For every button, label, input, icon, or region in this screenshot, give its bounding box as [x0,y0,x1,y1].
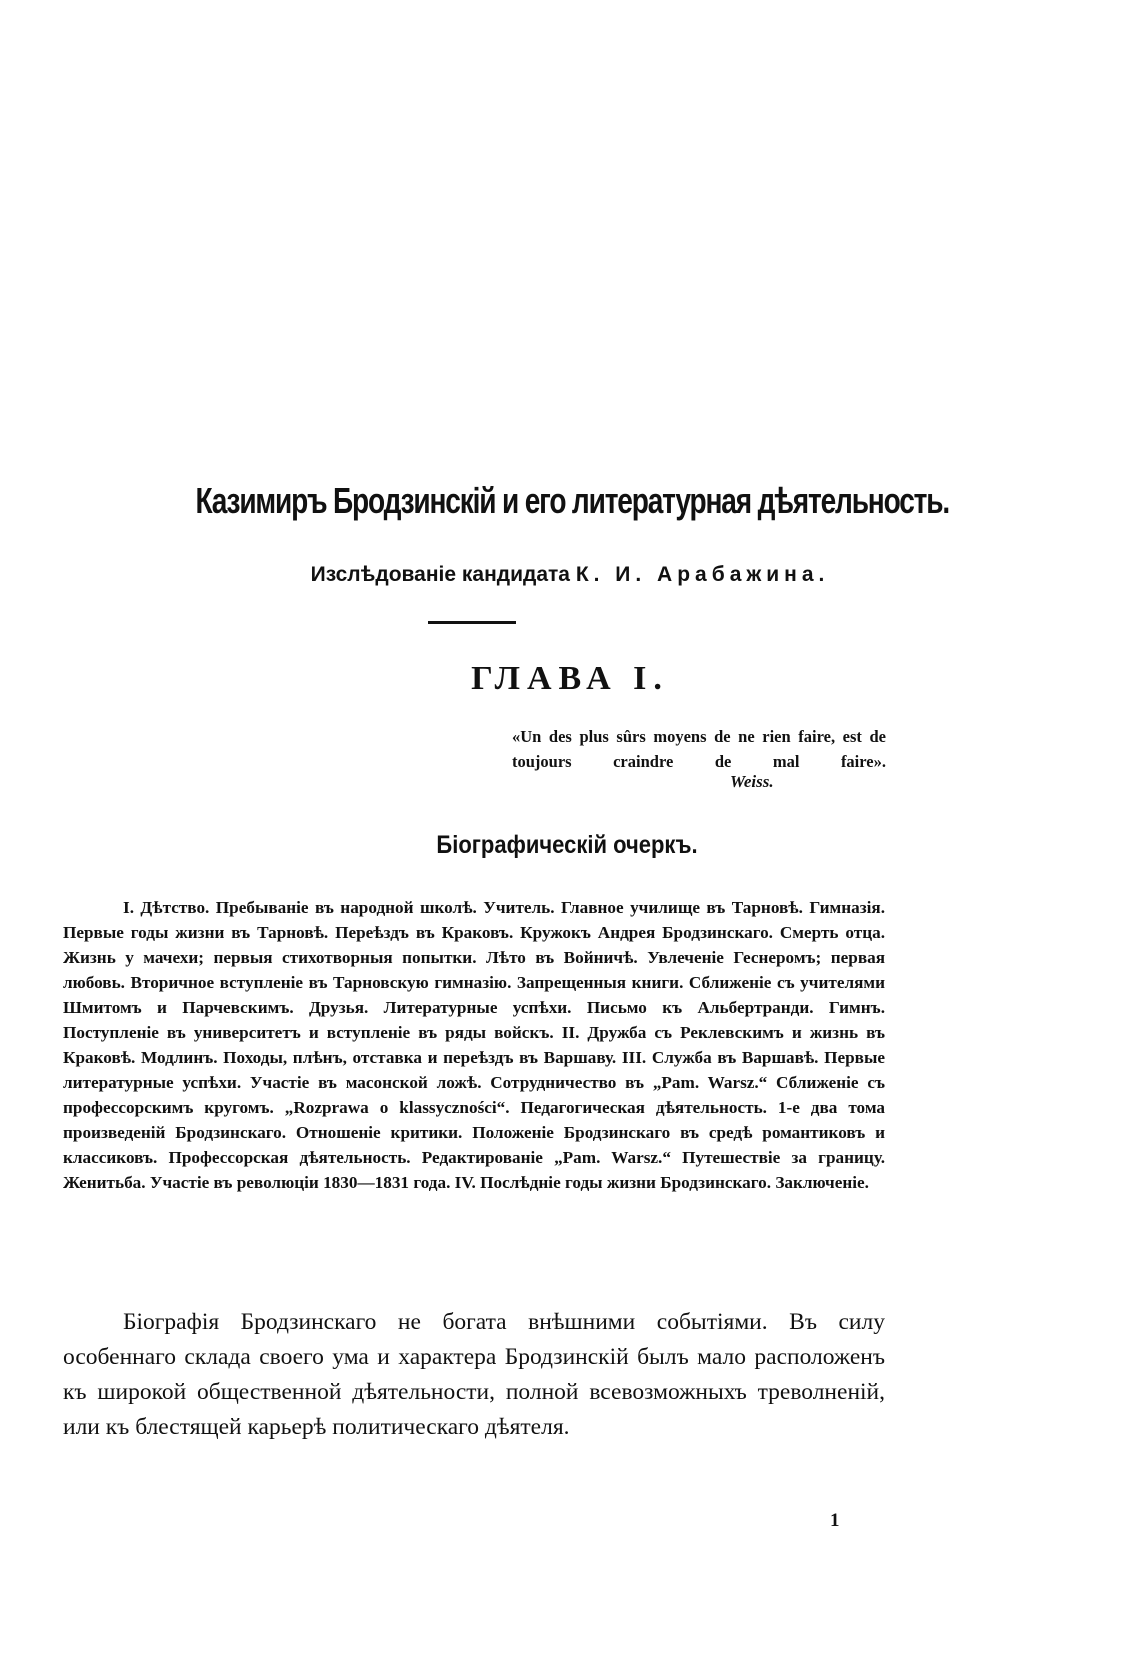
page-number: 1 [830,1510,840,1531]
epigraph-author: Weiss. [730,772,774,791]
article-subtitle [0,563,1140,587]
chapter-heading: ГЛАВА I. [471,660,669,697]
section-title: Біографическій очеркъ. [436,831,698,859]
article-title: Казимиръ Бродзинскій и его литературная дѣятельность. [195,480,949,521]
epigraph-text: «Un des plus sûrs moyens de ne rien faire, est de toujours craindre de mal faire». [512,727,886,771]
subtitle-author: К. И. Арабажина. [575,563,830,586]
body-paragraph: Біографія Бродзинскаго не богата внѣшними событіями. Въ силу особеннаго склада своего ума и характера Бродзинскій былъ мало расположенъ къ широкой общественной дѣятельности, полной всевозможныхъ треволненій, или къ блестящей карьерѣ политическаго дѣятеля. [63,1309,885,1440]
title-divider [428,621,516,624]
chapter-summary: I. Дѣтство. Пребываніе въ народной школѣ. Учитель. Главное училище въ Тарновѣ. Гимназія. Первые годы жизни въ Тарновѣ. Переѣздъ въ Краковъ. Кружокъ Андрея Бродзинскаго. Смерть отца. Жизнь у мачехи; первыя стихотворныя попытки. Лѣто въ Войничѣ. Увлеченіе Геснеромъ; первая любовь. Вторичное вступленіе въ Тарновскую гимназію. Запрещенныя книги. Сближеніе съ учителями Шмитомъ и Парчевскимъ. Друзья. Литературные успѣхи. Письмо къ Альбертранди. Гимнъ. Поступленіе въ университетъ и вступленіе въ ряды войскъ. II. Дружба съ Реклевскимъ и жизнь въ Краковѣ. Модлинъ. Походы, плѣнъ, отставка и переѣздъ въ Варшаву. III. Служба въ Варшавѣ. Первые литературные успѣхи. Участіе въ масонской ложѣ. Сотрудничество въ „Pam. Warsz.“ Сближеніе съ профессорскимъ кругомъ. „Rozprawa o klassyczności“. Педагогическая дѣятельность. 1-е два тома произведеній Бродзинскаго. Отношеніе критики. Положеніе Бродзинскаго въ средѣ романтиковъ и классиковъ. Профессорская дѣятельность. Редактированіе „Pam. Warsz.“ Путешествіе за границу. Женитьба. Участіе въ революціи 1830—1831 года. IV. Послѣдніе годы жизни Бродзинскаго. Заключеніе. [63,898,885,1192]
subtitle-prefix: Изслѣдованіе кандидата [310,563,570,586]
